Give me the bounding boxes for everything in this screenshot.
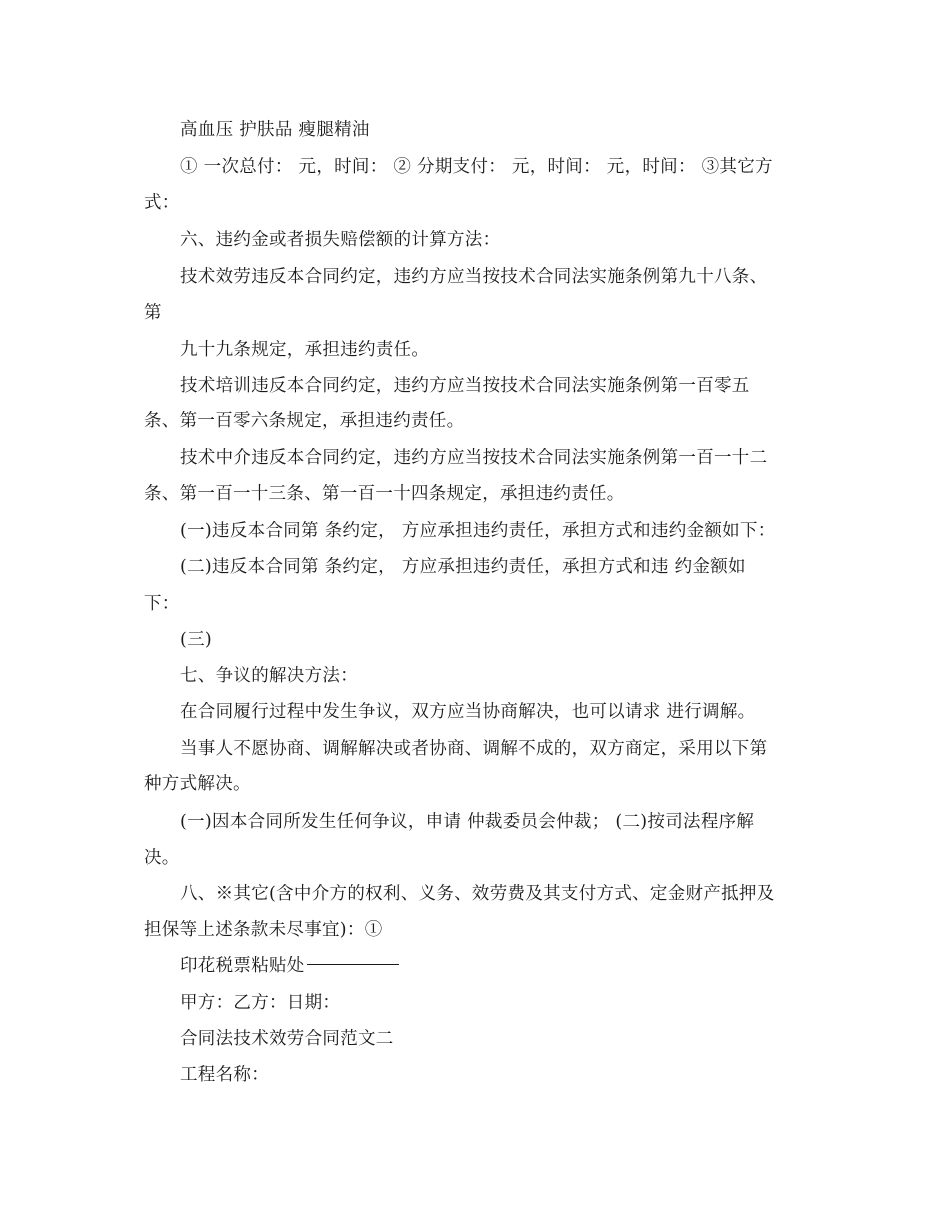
document-subtitle: 合同法技术效劳合同范文二	[180, 1029, 394, 1049]
text-line: (一)因本合同所发生任何争议，申请 仲裁委员会仲裁； (二)按司法程序解	[180, 812, 755, 832]
text-line: 当事人不愿协商、调解解决或者协商、调解不成的，双方商定，采用以下第	[180, 739, 768, 759]
text-line: 种方式解决。	[144, 774, 251, 794]
text-line: 高血压 护肤品 瘦腿精油	[180, 120, 370, 140]
text-line: 条、第一百一十三条、第一百一十四条规定，承担违约责任。	[144, 484, 625, 504]
text-line: (三)	[180, 630, 213, 650]
text-line: (二)违反本合同第 条约定， 方应承担违约责任，承担方式和违 约金额如	[180, 557, 746, 577]
text-line: 条、第一百零六条规定，承担违约责任。	[144, 411, 465, 431]
text-line: 技术效劳违反本合同约定，违约方应当按技术合同法实施条例第九十八条、	[180, 267, 768, 287]
text-line: 决。	[144, 848, 180, 868]
text-line: 技术培训违反本合同约定，违约方应当按技术合同法实施条例第一百零五	[180, 376, 750, 396]
text-line: 工程名称：	[180, 1065, 269, 1085]
text-line: 九十九条规定，承担违约责任。	[180, 340, 430, 360]
section-heading: 八、※其它(含中介方的权利、义务、效劳费及其支付方式、定金财产抵押及	[180, 884, 775, 904]
stamp-label: 印花税票粘贴处	[180, 956, 305, 976]
signature-line: 甲方：乙方：日期：	[180, 993, 341, 1013]
text-line: 第	[144, 303, 162, 323]
text-line: 式：	[144, 193, 180, 213]
text-line: 技术中介违反本合同约定，违约方应当按技术合同法实施条例第一百一十二	[180, 448, 768, 468]
text-line: ① 一次总付： 元，时间： ② 分期支付： 元，时间： 元，时间： ③其它方	[180, 157, 773, 177]
fill-in-rule	[307, 964, 399, 965]
text-line: 下：	[144, 594, 180, 614]
text-line: (一)违反本合同第 条约定， 方应承担违约责任，承担方式和违约金额如下：	[180, 521, 776, 541]
section-heading: 六、违约金或者损失赔偿额的计算方法：	[180, 230, 501, 250]
section-heading: 七、争议的解决方法：	[180, 666, 358, 686]
text-line: 在合同履行过程中发生争议，双方应当协商解决，也可以请求 进行调解。	[180, 702, 756, 722]
text-line: 担保等上述条款未尽事宜)：①	[144, 920, 383, 940]
stamp-line	[180, 955, 399, 977]
